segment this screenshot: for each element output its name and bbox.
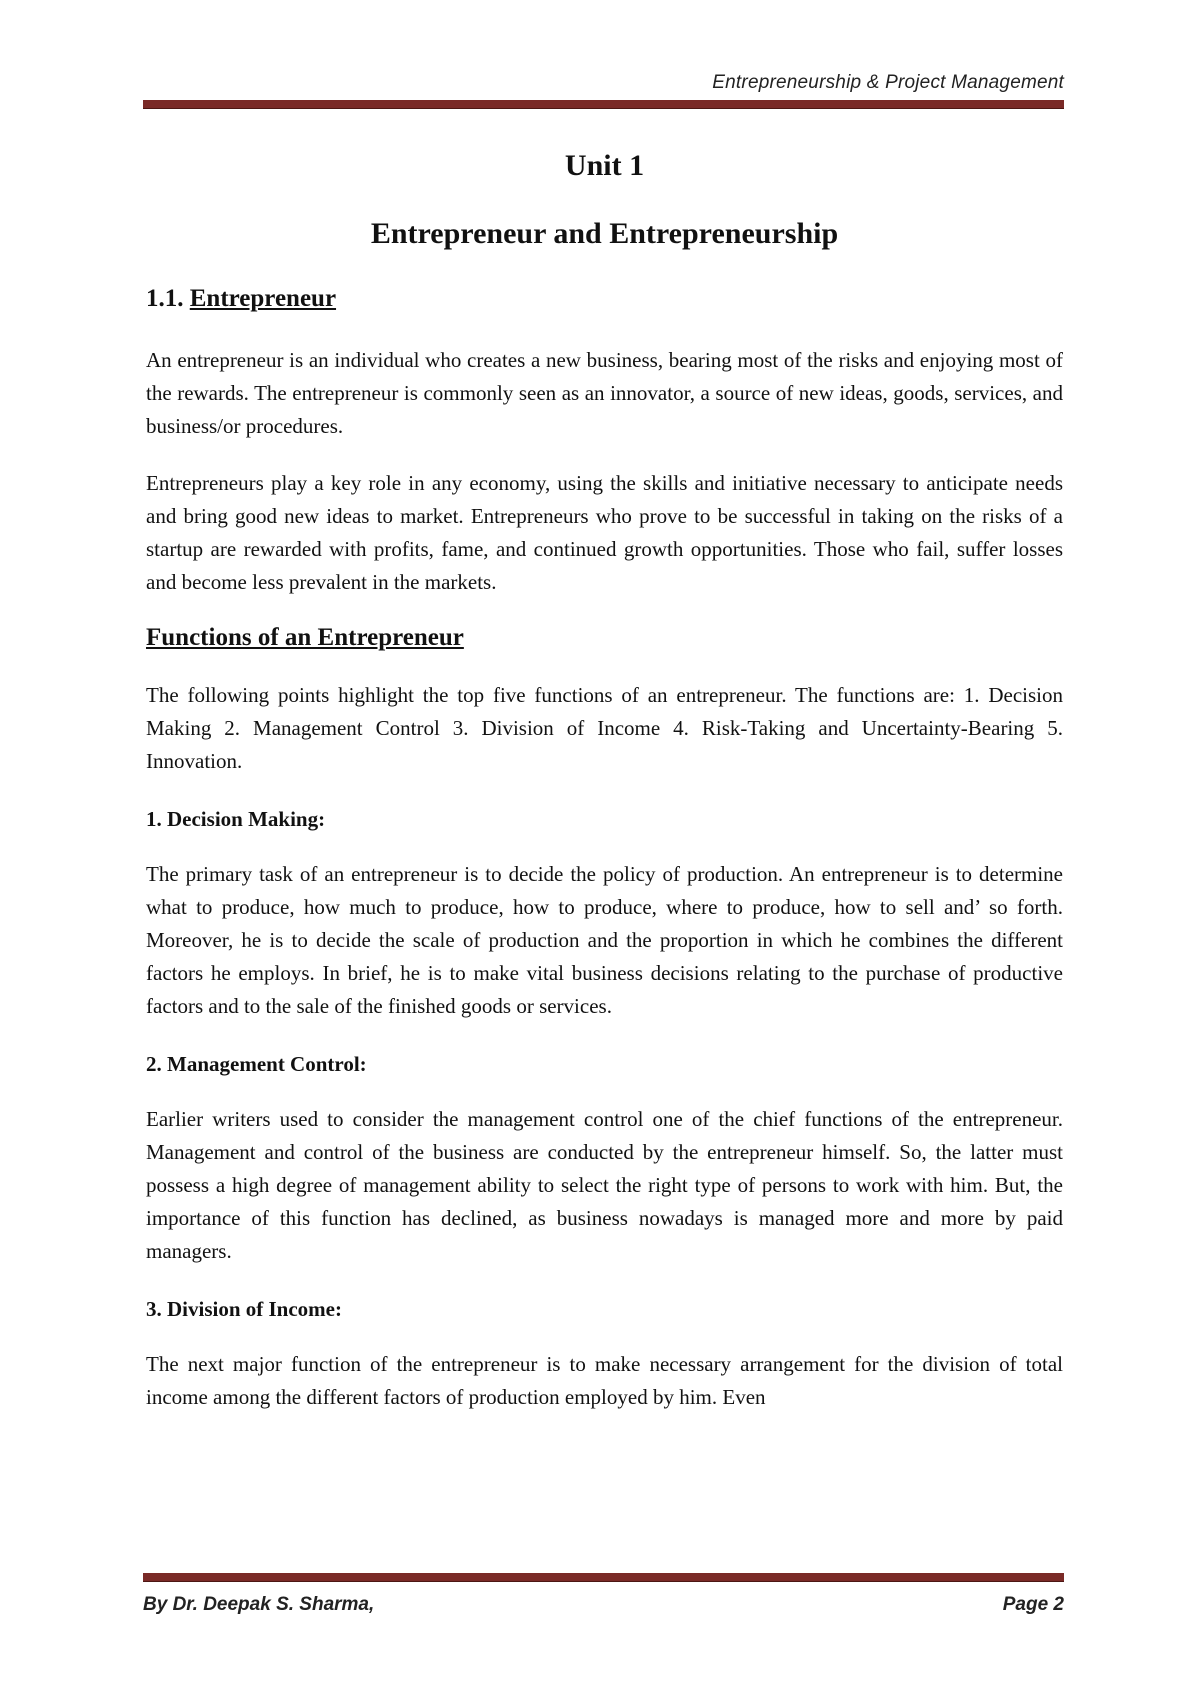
paragraph-role: Entrepreneurs play a key role in any economy, using the skills and initiative necessary to anticipate needs and bring good new ideas to market. Entrepreneurs who prove to be successful in taking on the risks of a startup are rewarded with profits, fame, and continued growth opportunities. Those who fail, suffer losses and become less prevalent in the markets.	[146, 471, 1063, 594]
chapter-title: Entrepreneur and Entrepreneurship	[370, 217, 839, 250]
function-text-decision-making: The primary task of an entrepreneur is to decide the policy of production. An entrepreneur is to determine what to produce, how much to produce, how to produce, where to produce, how to sell and’ so forth. Moreover, he is to decide the scale of production and the proportion in which he combines the different factors he employs. In brief, he is to make vital business decisions relating to the purchase of productive factors and to the sale of the finished goods or services.	[146, 862, 1063, 1018]
functions-intro: The following points highlight the top five functions of an entrepreneur. The functions are: 1. Decision Making 2. Management Control 3. Division of Income 4. Risk-Taking and Uncertainty-Bearing 5. Innovation.	[146, 683, 1063, 773]
section-heading-1-1	[146, 282, 1063, 316]
running-header: Entrepreneurship & Project Management	[712, 72, 1064, 93]
function-text-division-of-income: The next major function of the entrepreneur is to make necessary arrangement for the division of total income among the different factors of production employed by him. Even	[146, 1352, 1063, 1409]
footer-rule	[143, 1573, 1064, 1582]
paragraph-intro: An entrepreneur is an individual who creates a new business, bearing most of the risks and enjoying most of the rewards. The entrepreneur is commonly seen as an innovator, a source of new ideas, goods, services, and business/or procedures.	[146, 348, 1063, 438]
footer-author: By Dr. Deepak S. Sharma,	[143, 1594, 375, 1615]
section-title: Entrepreneur	[189, 285, 337, 312]
page-body	[146, 146, 1063, 1414]
page-number: Page 2	[1002, 1594, 1064, 1615]
unit-title: Unit 1	[564, 149, 645, 182]
functions-heading: Functions of an Entrepreneur	[146, 624, 464, 651]
section-number: 1.1.	[146, 285, 184, 312]
function-heading-division-of-income: 3. Division of Income:	[146, 1297, 342, 1321]
function-text-management-control: Earlier writers used to consider the management control one of the chief functions of the entrepreneur. Management and control of the business are conducted by the entrepreneur himself. So, the latter must possess a high degree of management ability to select the right type of persons to work with him. But, the importance of this function has declined, as business nowadays is managed more and more by paid managers.	[146, 1107, 1063, 1263]
function-heading-decision-making: 1. Decision Making:	[146, 807, 326, 831]
header-rule	[143, 100, 1064, 109]
function-heading-management-control: 2. Management Control:	[146, 1052, 367, 1076]
page-footer	[143, 1594, 1064, 1616]
